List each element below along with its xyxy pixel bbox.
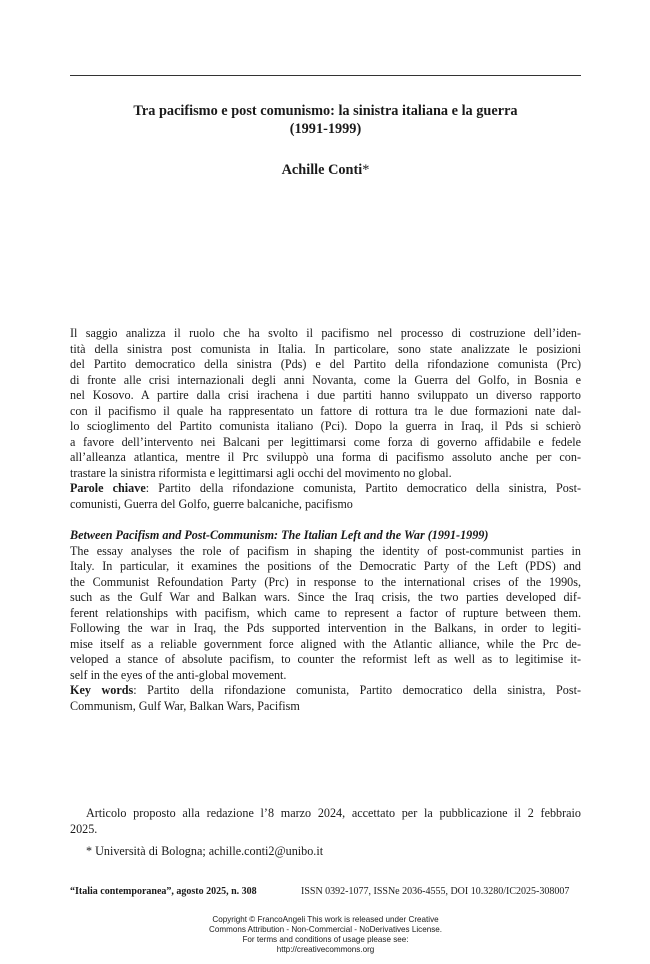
journal-footer <box>70 886 581 897</box>
abstract-en-line: such as the Gulf War and Balkan wars. Since the Iraq crisis, the two parties developed dif- <box>70 590 581 604</box>
abstract-it-line: trastare la sinistra riformista e legittimarsi agli occhi del movimento no global. <box>70 465 452 480</box>
abstract-en-line: mise itself as a reliable government force aligned with the Atlantic alliance, while the Prc de- <box>70 636 581 651</box>
keywords-en <box>70 683 581 699</box>
abstract-en-line: The essay analyses the role of pacifism in shaping the identity of post-communist parties in <box>70 543 581 558</box>
abstract-it-line: nel Kosovo. A partire dalla crisi irachena i due partiti hanno sviluppato un diverso rapporto <box>70 388 581 402</box>
author-byline <box>70 162 581 179</box>
english-title: Between Pacifism and Post-Communism: The Italian Left and the War (1991-1999) <box>70 528 489 542</box>
abstract-en-line: self in the eyes of the anti-global movement. <box>70 667 287 682</box>
affiliation-note <box>70 844 581 860</box>
keywords-it <box>70 481 581 497</box>
journal-citation: “Italia contemporanea”, agosto 2025, n. 308 <box>70 886 257 897</box>
abstract-it-line: con il pacifismo il quale ha rappresentato un fattore di rottura tra le due formazioni nate dal- <box>70 403 581 418</box>
submission-line-2: 2025. <box>70 821 98 836</box>
submission-note <box>70 806 581 837</box>
header-rule <box>70 75 581 76</box>
license-notice <box>70 915 581 955</box>
abstract-it-line: all’alleanza atlantica, mentre il Prc sviluppò una forma di pacifismo assoluto anche per con- <box>70 450 581 464</box>
keywords-en-label: Key words <box>70 683 134 697</box>
license-line: Copyright © FrancoAngeli This work is released under Creative <box>212 915 439 924</box>
abstract-it-line: lo scioglimento del Partito comunista italiano (Pci). Dopo la guerra in Iraq, il Pds si schierò <box>70 419 581 433</box>
author-name: Achille Conti <box>281 162 363 178</box>
keywords-it-label: Parole chiave <box>70 481 146 495</box>
title-line-2: (1991-1999) <box>289 121 362 137</box>
abstract-it-line: a favore dell’intervento nei Balcani per legittimarsi come forza di governo affidabile e fedele <box>70 434 581 449</box>
license-line: For terms and conditions of usage please see: <box>242 935 409 944</box>
abstract-english <box>70 528 581 714</box>
author-footnote-mark: * <box>362 162 370 178</box>
abstract-it-line: Il saggio analizza il ruolo che ha svolto il pacifismo nel processo di costruzione dell’iden- <box>70 326 581 340</box>
submission-line-1: Articolo proposto alla redazione l’8 marzo 2024, accettato per la pubblicazione il 2 febbraio <box>86 806 581 820</box>
keywords-en-cont: Communism, Gulf War, Balkan Wars, Pacifism <box>70 698 300 713</box>
keywords-en-text: : Partito della rifondazione comunista, Partito democratico della sinistra, Post- <box>133 683 582 697</box>
abstract-it-line: di fronte alle crisi internazionali degli anni Novanta, come la Guerra del Golfo, in Bosnia e <box>70 372 581 387</box>
abstract-italian <box>70 326 581 512</box>
issn-doi: ISSN 0392-1077, ISSNe 2036-4555, DOI 10.3280/IC2025-308007 <box>301 886 570 897</box>
article-title <box>70 102 581 138</box>
abstract-en-line: the Communist Refoundation Party (Prc) in response to the international crises of the 1990s, <box>70 574 581 589</box>
license-line: Commons Attribution - Non-Commercial - NoDerivatives License. <box>209 925 442 934</box>
abstract-en-line: ferent relationships with pacifism, which came to represent a factor of rupture between them. <box>70 605 581 620</box>
abstract-en-line: veloped a stance of absolute pacifism, to counter the reformist left as well as to legitimise it- <box>70 652 581 666</box>
affiliation-text: * Università di Bologna; achille.conti2@unibo.it <box>86 844 324 858</box>
keywords-it-text: : Partito della rifondazione comunista, Partito democratico della sinistra, Post- <box>145 481 581 495</box>
keywords-it-cont: comunisti, Guerra del Golfo, guerre balcaniche, pacifismo <box>70 496 353 511</box>
abstract-en-line: Italy. In particular, it examines the positions of the Democratic Party of the Left (PDS) and <box>70 559 581 573</box>
abstract-it-line: del Partito democratico della sinistra (Pds) e del Partito della rifondazione comunista (Prc) <box>70 357 581 371</box>
title-line-1: Tra pacifismo e post comunismo: la sinistra italiana e la guerra <box>133 103 518 119</box>
abstract-en-line: Following the war in Iraq, the Pds supported intervention in the Balkans, in order to legiti- <box>70 621 581 635</box>
license-link[interactable]: http://creativecommons.org <box>276 945 375 954</box>
abstract-it-line: tità della sinistra post comunista in Italia. In particolare, sono state analizzate le posizioni <box>70 341 581 356</box>
